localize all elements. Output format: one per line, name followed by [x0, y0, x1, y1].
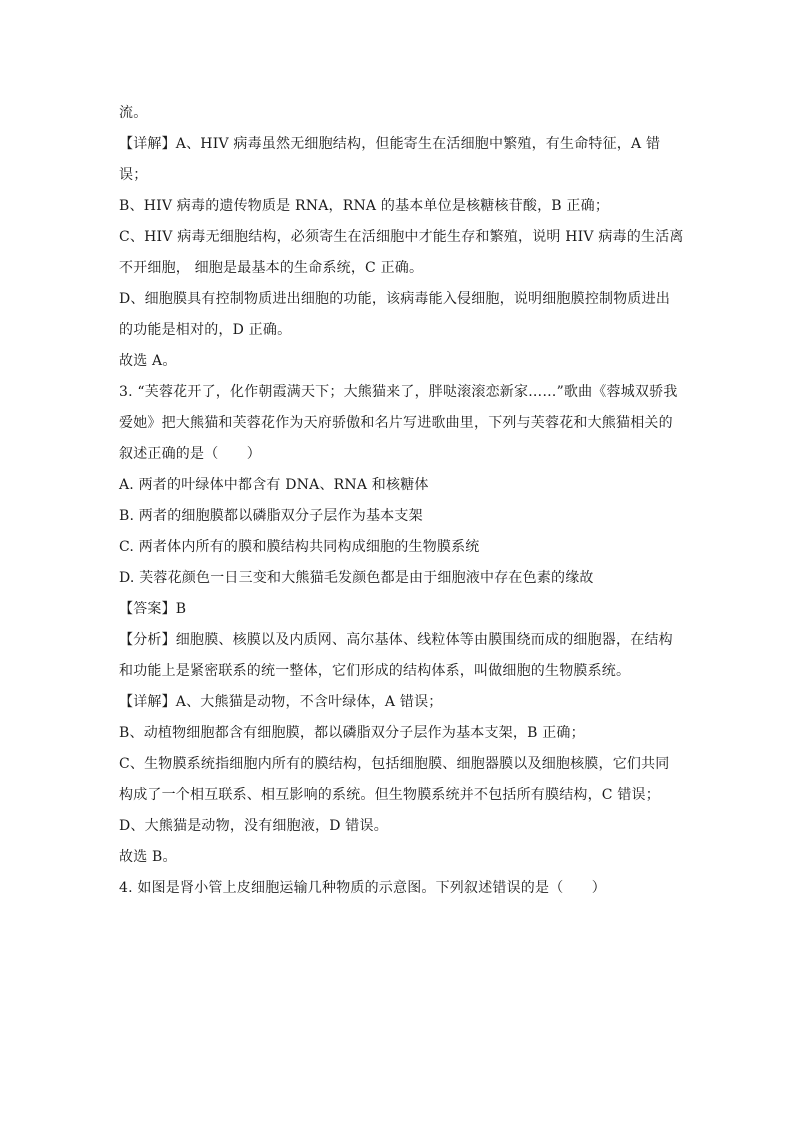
text-line: 【分析】细胞膜、核膜以及内质网、高尔基体、线粒体等由膜围绕而成的细胞器，在结构 [119, 632, 673, 648]
option-c: C. 两者体内所有的膜和膜结构共同构成细胞的生物膜系统 [119, 539, 480, 555]
text-line: 【详解】A、大熊猫是动物，不含叶绿体，A 错误； [119, 694, 443, 710]
question-line: 4. 如图是肾小管上皮细胞运输几种物质的示意图。下列叙述错误的是（ ） [119, 880, 607, 896]
text-line: B、动植物细胞都含有细胞膜，都以磷脂双分子层作为基本支架，B 正确； [119, 725, 585, 741]
answer-line: 【答案】B [119, 601, 187, 617]
option-d: D. 芙蓉花颜色一日三变和大熊猫毛发颜色都是由于细胞液中存在色素的缘故 [119, 570, 594, 586]
text-line: 不开细胞， 细胞是最基本的生命系统，C 正确。 [119, 260, 424, 276]
option-a: A. 两者的叶绿体中都含有 DNA、RNA 和核糖体 [119, 477, 429, 493]
text-line: C、HIV 病毒无细胞结构，必须寄生在活细胞中才能生存和繁殖，说明 HIV 病毒的生活离 [119, 229, 684, 245]
text-line: 故选 B。 [119, 849, 177, 865]
text-line: D、大熊猫是动物，没有细胞液，D 错误。 [119, 818, 388, 834]
text-line: C、生物膜系统指细胞内所有的膜结构，包括细胞膜、细胞器膜以及细胞核膜，它们共同 [119, 756, 670, 772]
text-line: B、HIV 病毒的遗传物质是 RNA，RNA 的基本单位是核糖核苷酸，B 正确； [119, 198, 610, 214]
text-line: 的功能是相对的，D 正确。 [119, 322, 292, 338]
question-line: 叙述正确的是（ ） [119, 446, 261, 462]
text-line: 流。 [119, 105, 148, 121]
option-b: B. 两者的细胞膜都以磷脂双分子层作为基本支架 [119, 508, 423, 524]
text-line: 构成了一个相互联系、相互影响的系统。但生物膜系统并不包括所有膜结构，C 错误； [119, 787, 660, 803]
document-body [119, 98, 684, 904]
question-line: 3. “芙蓉花开了，化作朝霞满天下；大熊猫来了，胖哒滚滚恋新家……”歌曲《蓉城双骄我 [119, 384, 678, 400]
question-line: 爱她》把大熊猫和芙蓉花作为天府骄傲和名片写进歌曲里，下列与芙蓉花和大熊猫相关的 [119, 415, 673, 431]
text-line: 误； [119, 167, 148, 183]
text-line: 故选 A。 [119, 353, 177, 369]
text-line: 和功能上是紧密联系的统一整体，它们形成的结构体系，叫做细胞的生物膜系统。 [119, 663, 631, 679]
text-line: D、细胞膜具有控制物质进出细胞的功能，该病毒能入侵细胞，说明细胞膜控制物质进出 [119, 291, 671, 307]
text-line: 【详解】A、HIV 病毒虽然无细胞结构，但能寄生在活细胞中繁殖，有生命特征，A 错 [119, 136, 661, 152]
